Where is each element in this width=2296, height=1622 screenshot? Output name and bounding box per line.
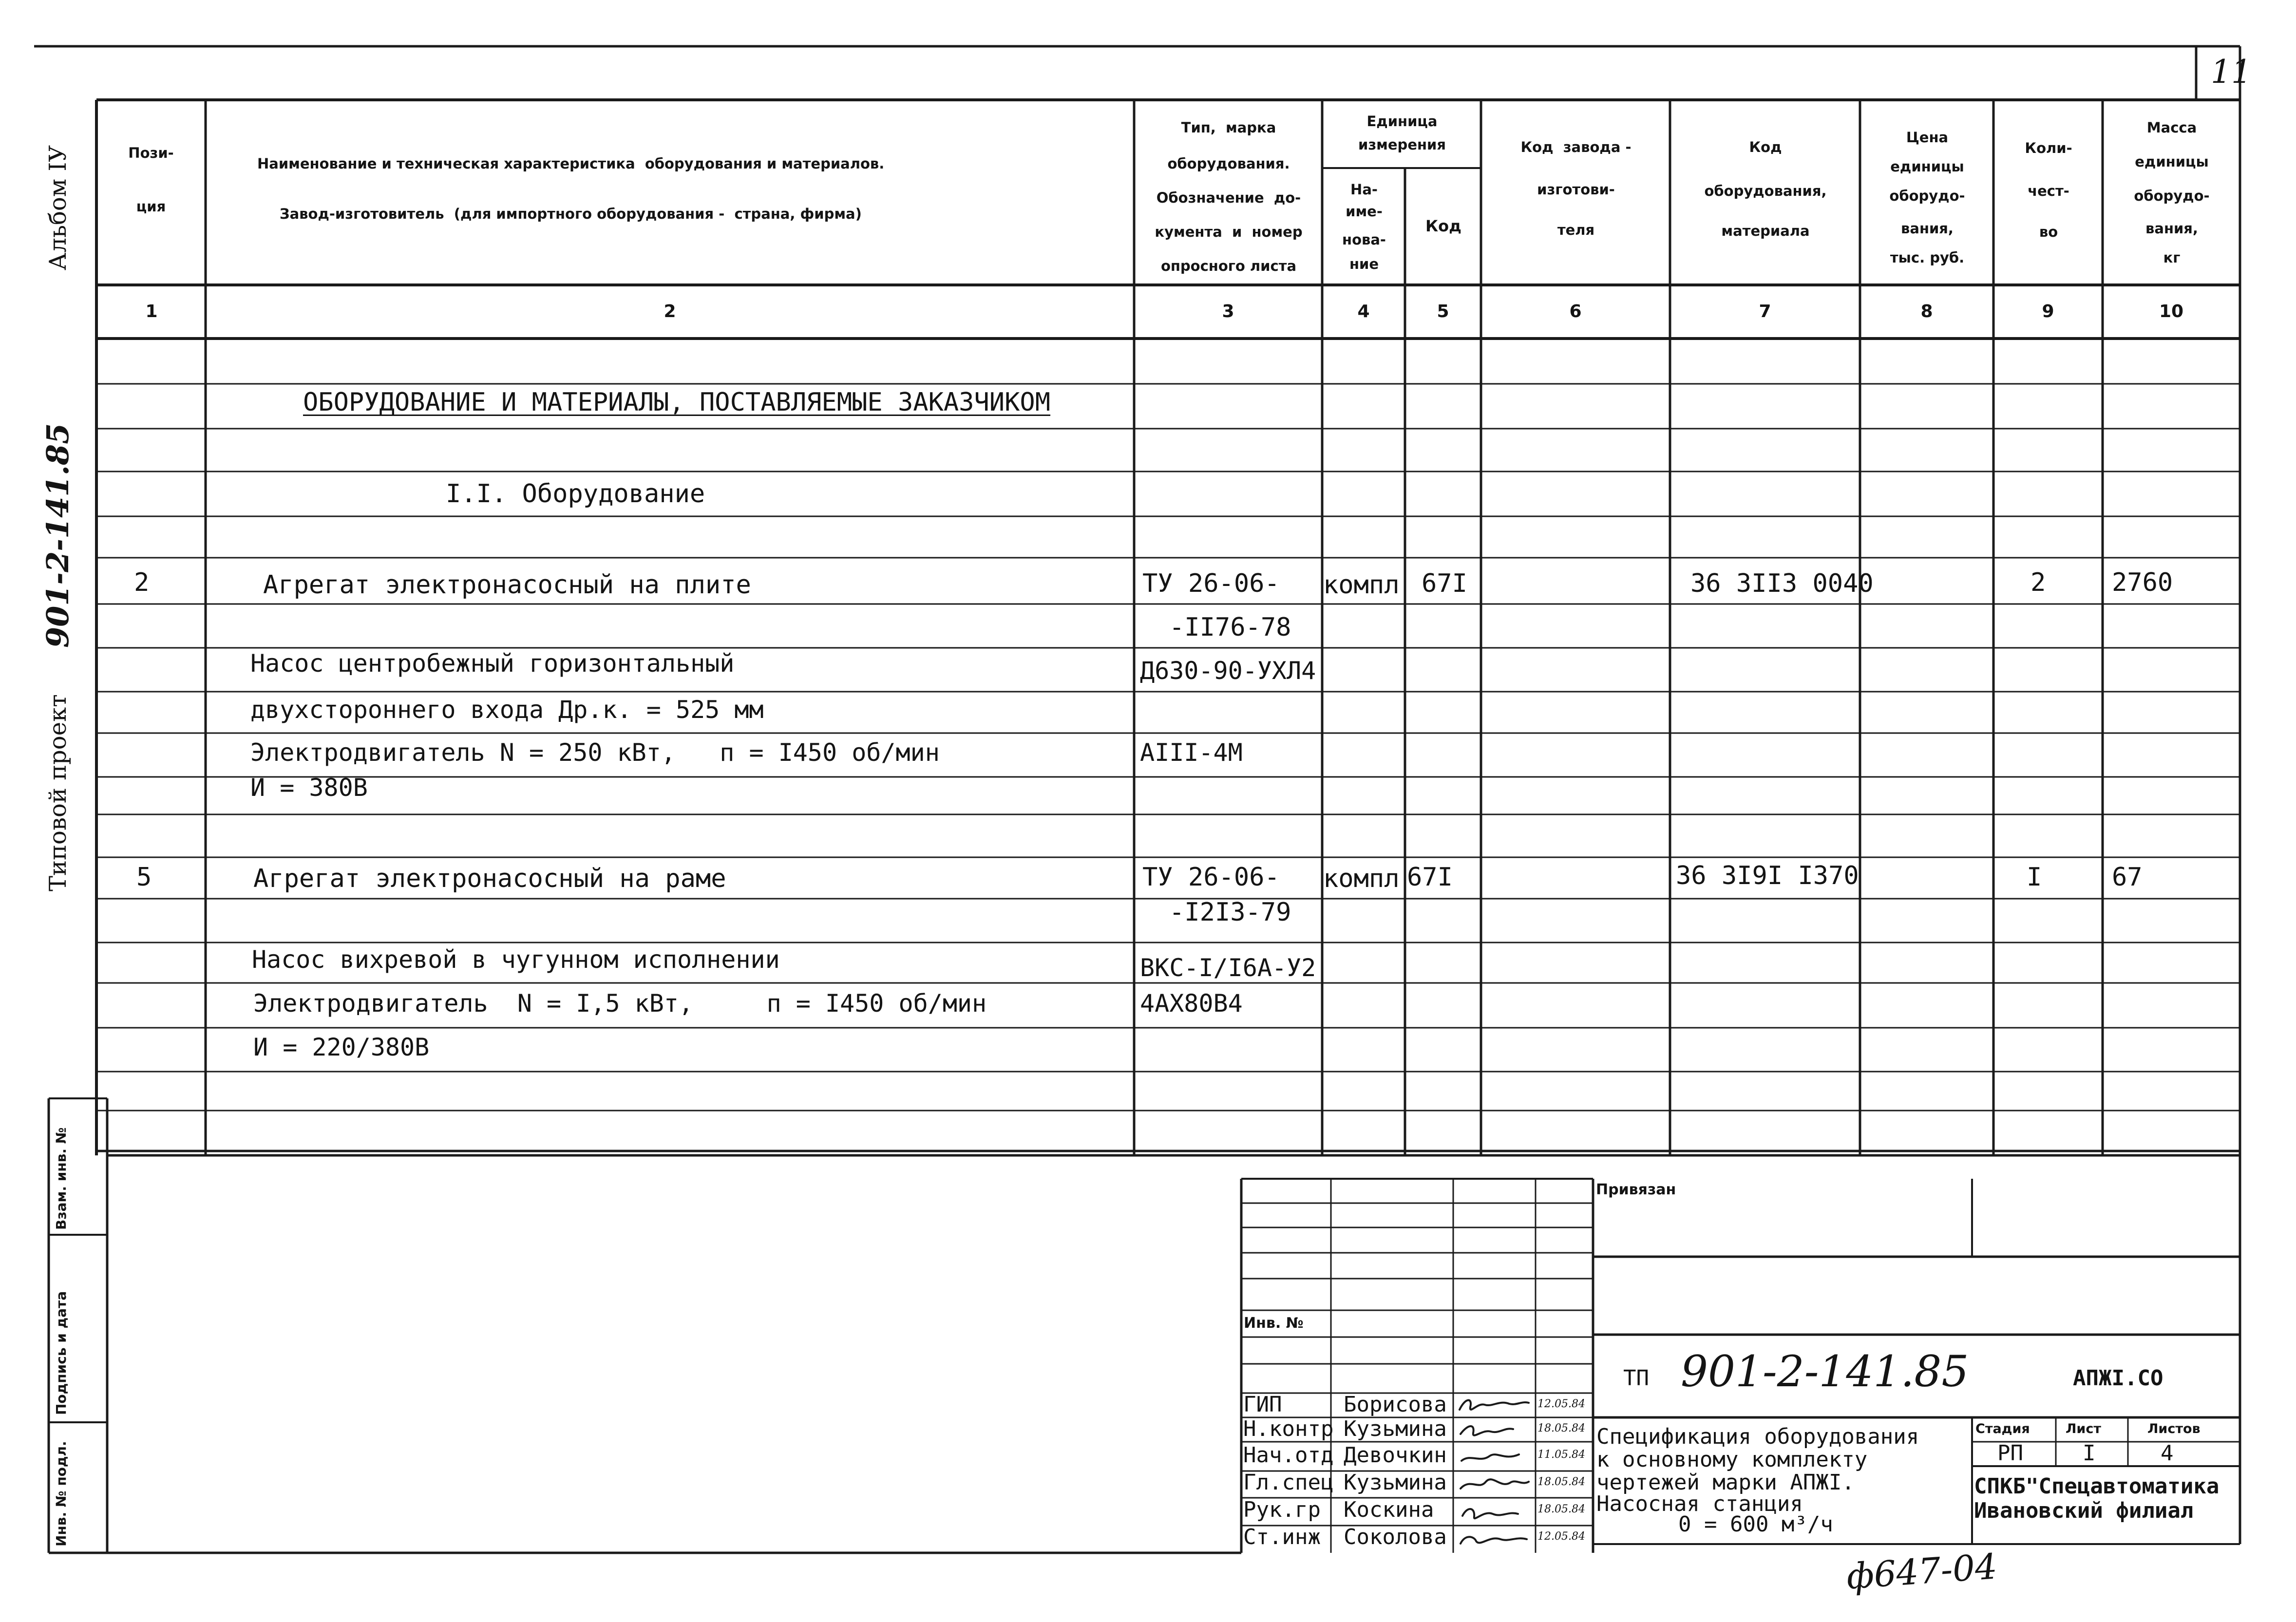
header-position-1: Пози- [128,145,174,161]
header-type-line5: опросного листа [1160,258,1297,274]
staff-3-name: Девочкин [1344,1443,1447,1468]
item-2-detail-1-type: ВКС-I/I6А-У2 [1140,954,1316,982]
staff-6-role: Ст.инж [1243,1525,1321,1549]
header-type-line4: кумента и номер [1155,224,1303,240]
header-mass-1: Масса [2146,119,2197,136]
header-unit-name-1: На- [1350,181,1378,198]
header-unit-code: Код [1425,217,1461,235]
side-stamp-replace-inv: Взам. инв. № [53,1127,69,1230]
header-mass-4: вания, [2145,220,2198,237]
column-number-2: 2 [664,302,676,321]
title-line-3: чертежей марки АПЖI. [1596,1470,1855,1495]
side-label-project-type: Типовой проект [44,694,72,891]
staff-2-role: Н.контр [1243,1416,1334,1441]
side-label-project-code: 901-2-141.85 [40,423,76,648]
title-sheets: 4 [2161,1441,2174,1466]
corner-sheet-number: 11 [2211,53,2252,91]
title-sheet-header: Лист [2066,1421,2101,1436]
item-2-type-line1: ТУ 26-06- [1142,863,1280,892]
header-price-4: вания, [1901,220,1954,237]
header-price-1: Цена [1906,129,1949,146]
header-type-line3: Обозначение до- [1156,189,1301,206]
item-2-position: 5 [136,863,152,892]
column-number-9: 9 [2042,302,2054,321]
item-1-unit-name: компл [1323,570,1400,600]
item-1-detail-3-type: АIII-4М [1140,738,1243,767]
header-type-line2: оборудования. [1167,155,1290,172]
title-sheet: I [2083,1441,2096,1466]
header-mass-2: единицы [2135,153,2209,170]
item-1-detail-2: двухстороннего входа Др.к. = 525 мм [250,696,764,724]
header-position-2: ция [136,198,166,215]
item-1-detail-4: И = 380В [250,773,368,802]
header-unit-line1: Единица [1366,113,1438,130]
title-organization-2: Ивановский филиал [1974,1498,2194,1523]
column-number-5: 5 [1437,302,1449,321]
item-1-detail-3: Электродвигатель N = 250 кВт, п = I450 об/мин [250,738,940,767]
column-number-6: 6 [1569,302,1582,321]
title-doc-prefix: ТП [1623,1366,1649,1391]
title-line-5: 0 = 600 м³/ч [1678,1512,1833,1537]
header-quantity-2: чест- [2028,183,2069,199]
item-1-quantity: 2 [2030,568,2046,597]
header-unit-name-3: нова- [1342,231,1386,248]
item-2-detail-3: И = 220/380В [253,1033,430,1061]
title-bound-label: Привязан [1596,1181,1676,1198]
column-number-4: 4 [1357,302,1370,321]
header-type-line1: Тип, марка [1181,119,1276,136]
header-name-line2: Завод-изготовитель (для импортного оборудования - страна, фирма) [280,206,862,222]
side-label-album: Альбом IУ [44,145,72,270]
header-maker-code-2: изготови- [1537,181,1615,198]
staff-5-date: 18.05.84 [1537,1503,1585,1515]
header-price-5: тыс. руб. [1890,249,1965,266]
item-2-unit-code: 67I [1407,863,1453,892]
item-1-type-line2: -II76-78 [1169,613,1291,642]
header-quantity-3: во [2039,224,2058,240]
title-line-2: к основному комплекту [1596,1447,1868,1472]
header-equipment-code-1: Код [1749,139,1782,155]
item-2-equipment-code: 36 3I9I I370 [1676,861,1859,890]
staff-4-name: Кузьмина [1344,1470,1447,1495]
section-title: ОБОРУДОВАНИЕ И МАТЕРИАЛЫ, ПОСТАВЛЯЕМЫЕ ЗАКАЗЧИКОМ [303,388,1051,417]
staff-2-name: Кузьмина [1344,1416,1447,1441]
column-number-7: 7 [1759,302,1771,321]
title-stage: РП [1997,1441,2023,1466]
item-2-type-line2: -I2I3-79 [1169,898,1291,927]
header-name-line1: Наименование и техническая характеристика оборудования и материалов. [257,155,885,172]
staff-3-role: Нач.отд [1243,1443,1334,1468]
staff-5-role: Рук.гр [1243,1497,1321,1522]
header-maker-code-1: Код завода - [1520,139,1632,155]
header-unit-name-2: име- [1346,203,1383,220]
column-number-10: 10 [2159,302,2184,321]
column-number-1: 1 [145,302,158,321]
staff-6-date: 12.05.84 [1537,1530,1585,1543]
column-number-8: 8 [1920,302,1933,321]
staff-1-role: ГИП [1243,1392,1282,1417]
item-1-name: Агрегат электронасосный на плите [263,570,751,600]
title-line-1: Спецификация оборудования [1596,1424,1919,1449]
item-2-detail-2: Электродвигатель N = I,5 кВт, п = I450 об/мин [253,989,987,1018]
item-1-position: 2 [134,568,150,597]
header-unit-line2: измерения [1358,136,1446,153]
header-equipment-code-2: оборудования, [1704,183,1827,199]
title-stage-header: Стадия [1975,1421,2030,1436]
side-stamp-inv-podl: Инв. № подл. [53,1441,69,1547]
title-doc-number: 901-2-141.85 [1681,1346,1969,1396]
title-organization-1: СПКБ"Спецавтоматика [1974,1474,2220,1499]
title-doc-code: АПЖI.СО [2073,1366,2163,1391]
item-1-detail-1: Насос центробежный горизонтальный [250,649,735,678]
side-stamp-signature-date: Подпись и дата [53,1291,69,1415]
item-1-mass: 2760 [2112,568,2173,597]
header-price-2: единицы [1890,158,1964,175]
staff-signatures [1456,1395,1534,1551]
header-unit-name-4: ние [1349,256,1379,272]
header-maker-code-3: теля [1557,222,1595,238]
header-mass-5: кг [2163,249,2181,266]
title-sheets-header: Листов [2147,1421,2201,1436]
staff-4-date: 18.05.84 [1537,1476,1585,1488]
staff-1-date: 12.05.84 [1537,1398,1585,1410]
header-quantity-1: Коли- [2025,140,2072,156]
item-1-detail-1-type: Д630-90-УХЛ4 [1140,657,1316,685]
item-1-type-line1: ТУ 26-06- [1142,569,1280,598]
staff-6-name: Соколова [1344,1525,1447,1549]
header-mass-3: оборудо- [2134,188,2210,204]
title-line-4: Насосная станция [1596,1491,1803,1516]
header-price-3: оборудо- [1889,188,1965,204]
item-2-detail-2-type: 4АХ80В4 [1140,989,1243,1018]
staff-2-date: 18.05.84 [1537,1422,1585,1434]
staff-1-name: Борисова [1344,1392,1447,1417]
item-2-name: Агрегат электронасосный на раме [253,864,726,893]
item-2-detail-1: Насос вихревой в чугунном исполнении [252,945,780,974]
item-2-quantity: I [2027,863,2042,892]
staff-3-date: 11.05.84 [1537,1449,1585,1461]
item-2-mass: 67 [2112,863,2143,892]
bottom-note: ф647-04 [1845,1546,1999,1597]
item-1-unit-code: 67I [1422,569,1467,598]
staff-5-name: Коскина [1344,1497,1434,1522]
title-inv-label: Инв. № [1244,1315,1304,1332]
item-2-unit-name: компл [1323,864,1400,893]
header-equipment-code-3: материала [1721,223,1810,239]
item-1-equipment-code: 36 3II3 0040 [1690,569,1874,598]
staff-4-role: Гл.спец [1243,1470,1334,1495]
subsection-title: I.I. Оборудование [446,479,705,509]
column-number-3: 3 [1222,302,1234,321]
